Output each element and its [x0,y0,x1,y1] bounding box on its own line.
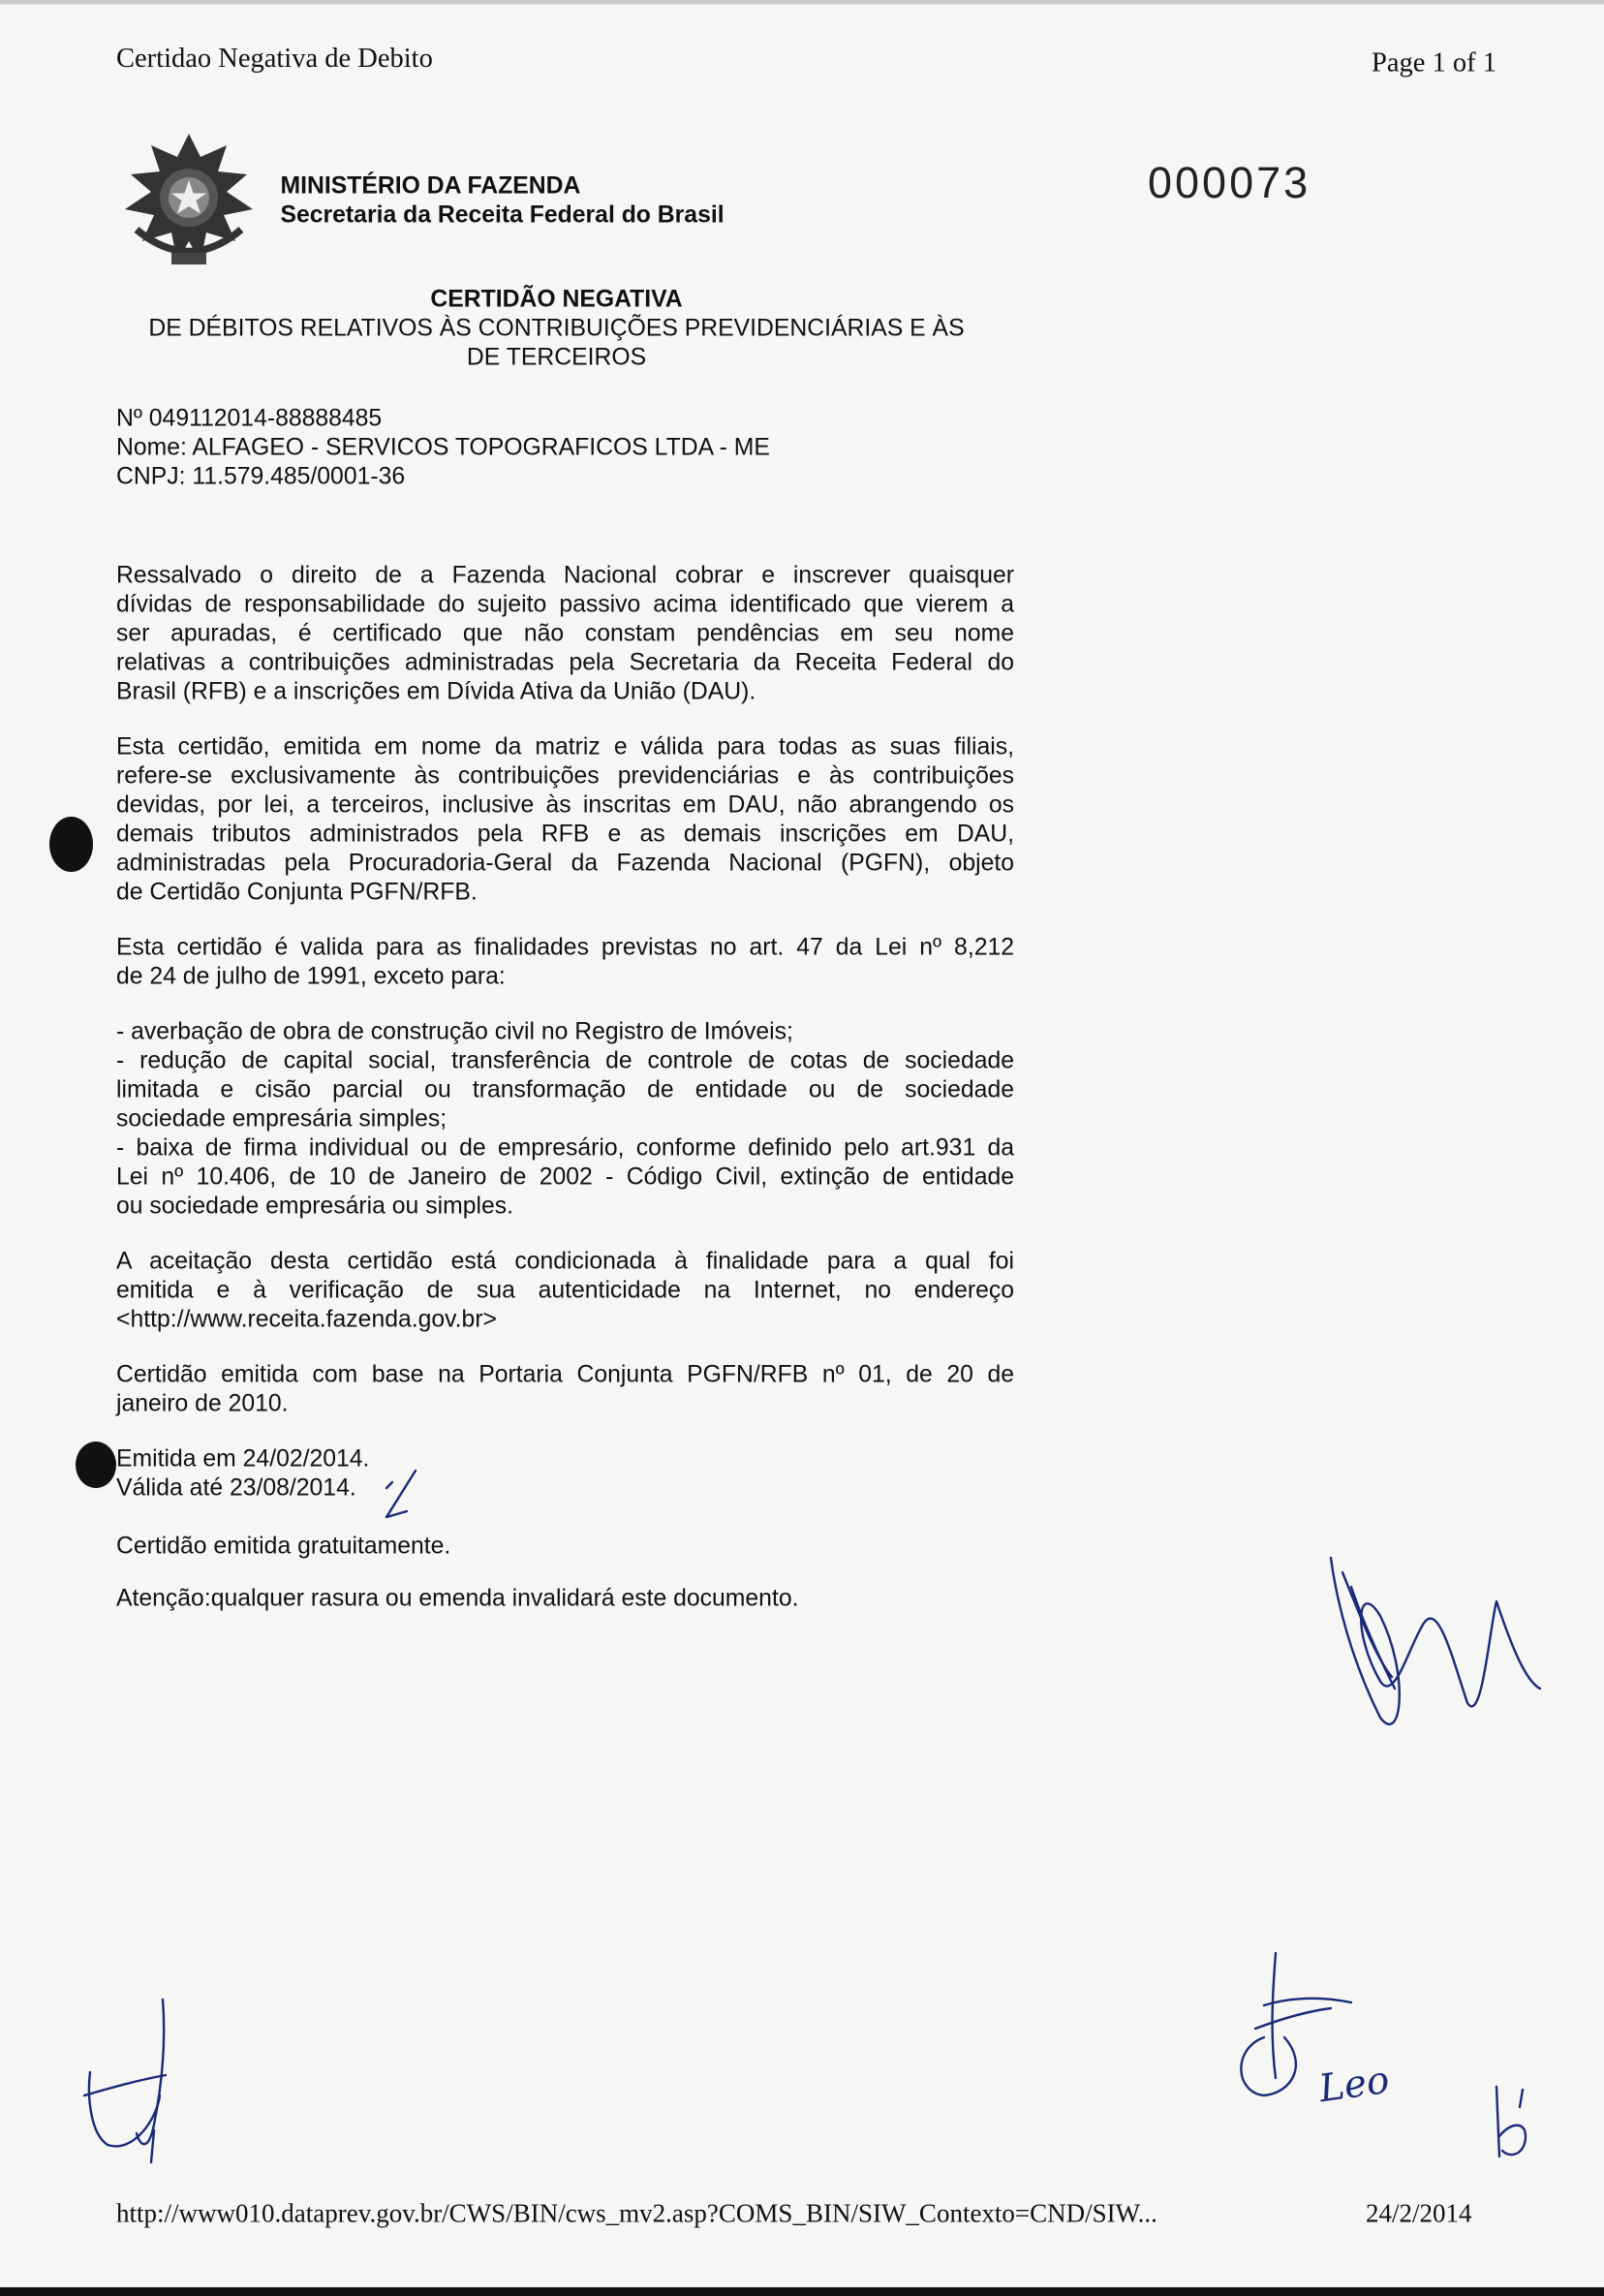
text-line: devidas, por lei, a terceiros, inclusive às inscritas em DAU, não abrangendo os [116,791,1014,819]
footer-url: http://www010.dataprev.gov.br/CWS/BIN/cws_mv2.asp?COMS_BIN/SIW_Contexto=CND/SIW... [116,2198,1157,2228]
footer-date: 24/2/2014 [1366,2198,1472,2228]
coat-of-arms-seal [116,128,262,273]
issued-date: Emitida em 24/02/2014. [116,1445,370,1473]
validity-dates [116,1444,1014,1503]
handwritten-initials: Leo [1316,2059,1393,2112]
paragraph-5 [116,1247,1014,1334]
signature-mark [1322,1543,1555,1761]
initials-mark [1482,2078,1540,2165]
text-line: limitada e cisão parcial ou transformação de entidade ou de sociedade [116,1076,1014,1103]
text-line: <http://www.receita.fazenda.gov.br> [116,1306,498,1333]
text-line: dívidas de responsabilidade do sujeito passivo acima identificado que vierem a [116,591,1014,618]
certificate-body [116,561,1014,1639]
text-line: emitida e à verificação de sua autenticidade na Internet, no endereço [116,1277,1014,1304]
bottom-rule [0,2287,1604,2296]
paragraph-4-exceptions [116,1017,1014,1221]
certificate-heading: CERTIDÃO NEGATIVA [430,286,683,313]
text-line: Brasil (RFB) e a inscrições em Dívida Ativa da União (DAU). [116,678,756,705]
free-issuance-note: Certidão emitida gratuitamente. [116,1533,451,1560]
paragraph-1 [116,561,1014,706]
certificate-subtitle-line-1: DE DÉBITOS RELATIVOS ÀS CONTRIBUIÇÕES PREVIDENCIÁRIAS E ÀS [148,315,965,342]
certificate-subtitle-line-2: DE TERCEIROS [466,344,647,371]
text-line: de 24 de julho de 1991, exceto para: [116,963,506,990]
warning-note: Atenção:qualquer rasura ou emenda invalidará este documento. [116,1585,799,1612]
text-line: - redução de capital social, transferência de controle de cotas de sociedade [116,1047,1014,1074]
paragraph-3 [116,933,1014,991]
text-line: demais tributos administrados pela RFB e as demais inscrições em DAU, [116,821,1014,848]
certificate-title [116,285,997,372]
secretariat-name: Secretaria da Receita Federal do Brasil [280,202,725,229]
certificate-number: Nº 049112014-88888485 [116,405,383,432]
text-line: Certidão emitida com base na Portaria Conjunta PGFN/RFB nº 01, de 20 de [116,1361,1014,1388]
text-line: Esta certidão, emitida em nome da matriz e válida para todas as suas filiais, [116,733,1014,760]
text-line: ser apuradas, é certificado que não constam pendências em seu nome [116,620,1014,647]
letterhead [281,171,725,230]
header-title: Certidao Negativa de Debito [116,44,433,75]
text-line: - baixa de firma individual ou de empresário, conforme definido pelo art.931 da [116,1134,1014,1162]
text-line: Ressalvado o direito de a Fazenda Nacional cobrar e inscrever quaisquer [116,562,1014,589]
text-line: Lei nº 10.406, de 10 de Janeiro de 2002 - Código Civil, extinção de entidade [116,1164,1014,1191]
text-line: de Certidão Conjunta PGFN/RFB. [116,879,478,906]
text-line: Esta certidão é valida para as finalidades previstas no art. 47 da Lei nº 8,212 [116,934,1014,961]
text-line: administradas pela Procuradoria-Geral da Fazenda Nacional (PGFN), objeto [116,850,1014,877]
text-line: janeiro de 2010. [116,1390,289,1417]
company-name: Nome: ALFAGEO - SERVICOS TOPOGRAFICOS LTDA - ME [116,434,770,461]
valid-until-date: Válida até 23/08/2014. [116,1474,356,1502]
company-cnpj: CNPJ: 11.579.485/0001-36 [116,463,406,490]
top-rule [0,0,1604,5]
text-line: - averbação de obra de construção civil no Registro de Imóveis; [116,1018,793,1045]
ministry-name: MINISTÉRIO DA FAZENDA [280,172,581,200]
paragraph-6 [116,1360,1014,1418]
signature-mark [76,1994,206,2168]
text-line: A aceitação desta certidão está condicionada à finalidade para a qual foi [116,1248,1014,1275]
punch-hole-mark [49,817,93,872]
stamp-number: 000073 [1148,160,1311,208]
punch-hole-mark [76,1442,116,1488]
text-line: relativas a contribuições administradas pela Secretaria da Receita Federal do [116,649,1014,676]
text-line: refere-se exclusivamente às contribuições previdenciárias e às contribuições [116,762,1014,790]
text-line: ou sociedade empresária ou simples. [116,1193,513,1220]
identification-block [116,404,770,491]
check-slash-mark [381,1468,424,1526]
text-line: sociedade empresária simples; [116,1105,447,1132]
paragraph-2 [116,732,1014,907]
page-number: Page 1 of 1 [1371,47,1496,78]
